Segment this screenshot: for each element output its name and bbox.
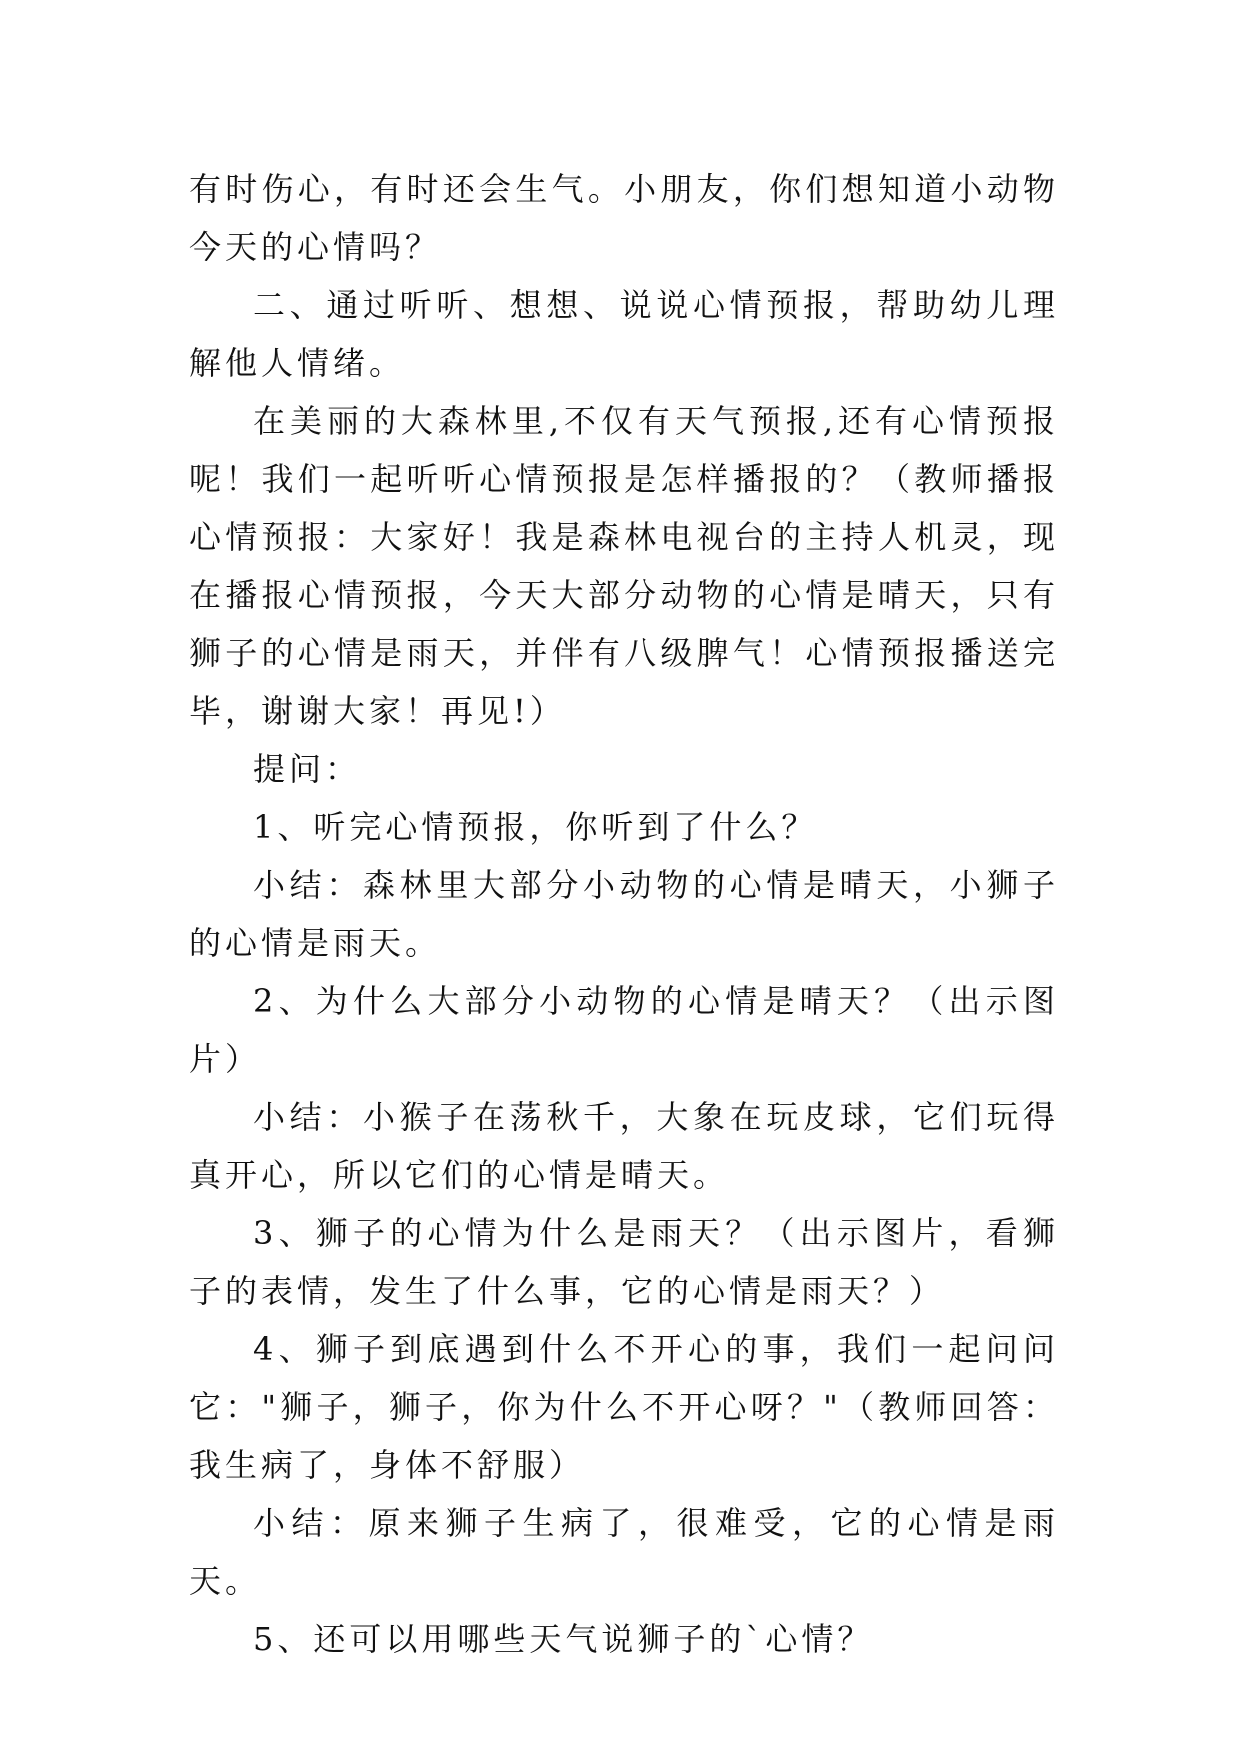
question-5: 5、还可以用哪些天气说狮子的`心情？ <box>253 1620 874 1658</box>
question-1: 1、听完心情预报，你听到了什么？ <box>253 808 818 846</box>
question-3: 3、狮子的心情为什么是雨天？（出示图片，看狮子的表情，发生了什么事，它的心情是雨天？） <box>189 1214 1059 1310</box>
document-body <box>189 160 1059 1668</box>
questions-label: 提问： <box>253 750 362 788</box>
question-4: 4、狮子到底遇到什么不开心的事，我们一起问问它："狮子，狮子，你为什么不开心呀？"（教师回答：我生病了，身体不舒服） <box>189 1330 1059 1484</box>
summary-3: 小结：原来狮子生病了，很难受，它的心情是雨天。 <box>189 1504 1059 1600</box>
summary-2: 小结：小猴子在荡秋千，大象在玩皮球，它们玩得真开心，所以它们的心情是晴天。 <box>189 1098 1059 1194</box>
section-heading: 二、通过听听、想想、说说心情预报，帮助幼儿理解他人情绪。 <box>189 286 1059 382</box>
question-2: 2、为什么大部分小动物的心情是晴天？（出示图片） <box>189 982 1059 1078</box>
paragraph-continuation: 有时伤心，有时还会生气。小朋友，你们想知道小动物今天的心情吗？ <box>189 170 1059 266</box>
summary-1: 小结：森林里大部分小动物的心情是晴天，小狮子的心情是雨天。 <box>189 866 1059 962</box>
paragraph-forecast: 在美丽的大森林里,不仅有天气预报,还有心情预报呢！我们一起听听心情预报是怎样播报的？（教师播报心情预报：大家好！我是森林电视台的主持人机灵，现在播报心情预报，今天大部分动物的心情是晴天，只有狮子的心情是雨天，并伴有八级脾气！心情预报播送完毕，谢谢大家！再见!） <box>189 402 1059 730</box>
